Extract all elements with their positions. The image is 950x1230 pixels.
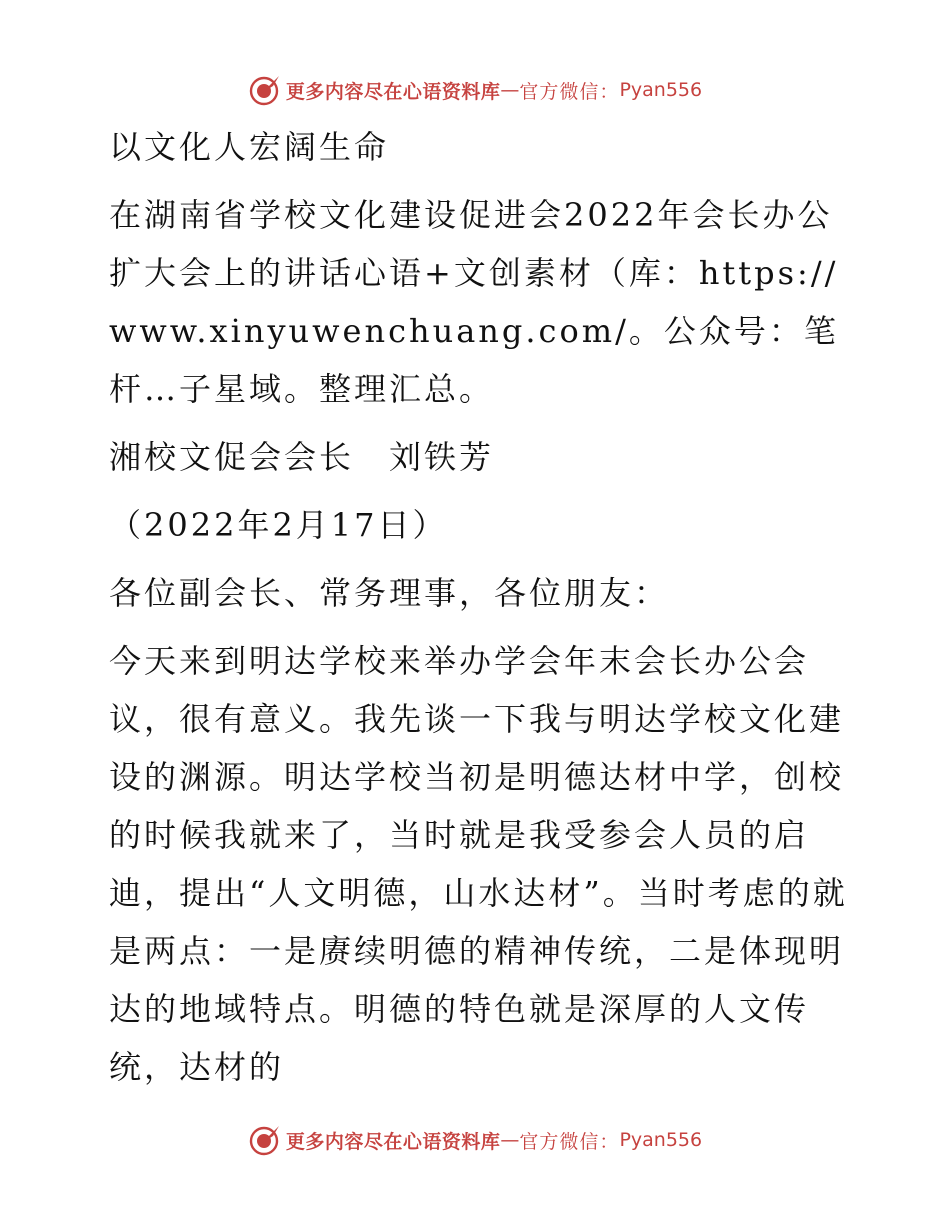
watermark-separator: — xyxy=(500,1129,520,1151)
watermark-main-text: 更多内容尽在心语资料库 xyxy=(285,1130,501,1153)
quill-logo-icon xyxy=(248,73,282,107)
watermark-wechat-id: Pyan556 xyxy=(619,79,703,101)
watermark-label: 官方微信： xyxy=(519,1130,620,1153)
watermark-separator: — xyxy=(500,79,520,101)
watermark-wechat-id: Pyan556 xyxy=(619,1129,703,1151)
document-title: 以文化人宏阔生命 xyxy=(109,128,390,166)
watermark-label: 官方微信： xyxy=(519,80,620,103)
footer-watermark xyxy=(0,1120,950,1160)
header-watermark xyxy=(0,70,950,110)
document-date: （2022年2月17日） xyxy=(109,506,448,544)
document-body xyxy=(98,118,850,1106)
document-salutation: 各位副会长、常务理事，各位朋友： xyxy=(109,574,670,612)
watermark-main-text: 更多内容尽在心语资料库 xyxy=(285,80,501,103)
document-subtitle: 在湖南省学校文化建设促进会2022年会长办公扩大会上的讲话心语+文创素材（库：https://www.xinyuwenchuang.com/。公众号：笔杆…子星域。整理汇总。 xyxy=(109,196,839,408)
document-paragraph: 今天来到明达学校来举办学会年末会长办公会议，很有意义。我先谈一下我与明达学校文化建设的渊源。明达学校当初是明德达材中学，创校的时候我就来了，当时就是我受参会人员的启迪，提出“人文明德，山水达材”。当时考虑的就是两点：一是赓续明德的精神传统，二是体现明达的地域特点。明德的特色就是深厚的人文传统，达材的 xyxy=(109,642,848,1086)
document-author: 湘校文促会会长 刘铁芳 xyxy=(109,438,495,476)
quill-logo-icon xyxy=(248,1123,282,1157)
